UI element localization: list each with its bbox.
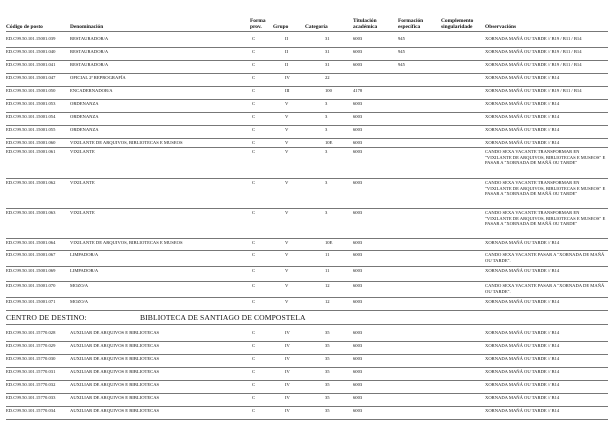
centre-label: CENTRO DE DESTINO: xyxy=(6,313,87,322)
header-denominacion: Denominación xyxy=(70,24,104,30)
cell-categoria: 12 xyxy=(325,299,330,304)
cell-codigo: ED.C99.50.101.15001.070 xyxy=(6,283,56,288)
cell-titulacion: 6003 xyxy=(353,343,363,348)
cell-observacions: XORNADA MAÑÁ OU TARDE // B14 xyxy=(485,127,560,132)
header-titulacion-line1: Titulación xyxy=(353,18,377,24)
cell-codigo: ED.C99.50.101.15001.067 xyxy=(6,252,56,257)
cell-denominacion: VIXILANTE DE ARQUIVOS, BIBLIOTECAS E MUSEOS xyxy=(70,240,183,245)
row-rule xyxy=(6,86,608,87)
cell-titulacion: 6003 xyxy=(353,101,363,106)
cell-codigo: ED.C99.50.101.15001.063 xyxy=(6,210,56,215)
cell-titulacion: 6003 xyxy=(353,114,363,119)
cell-codigo: ED.C99.50.101.15001.055 xyxy=(6,127,56,132)
cell-categoria: 10E xyxy=(325,240,333,245)
row-rule xyxy=(6,281,608,282)
cell-categoria: 11 xyxy=(325,268,330,273)
cell-denominacion: AUXILIAR DE ARQUIVOS E BIBLIOTECAS xyxy=(70,330,160,335)
row-rule xyxy=(6,178,608,179)
cell-observacions: XORNADA MAÑÁ OU TARDE // B19 / B11 / B14 xyxy=(485,62,582,67)
cell-categoria: 3 xyxy=(325,180,328,185)
cell-categoria: 35 xyxy=(325,382,330,387)
row-rule xyxy=(6,367,608,368)
cell-forma: C xyxy=(252,382,256,387)
row-rule xyxy=(6,354,608,355)
cell-titulacion: 6003 xyxy=(353,127,363,132)
cell-grupo: V xyxy=(285,149,289,154)
cell-denominacion: OFICIAL 2ª REPROGRAFÍA xyxy=(70,75,126,80)
cell-observacions: CANDO SEXA VACANTE TRANSFORMAR EN "VIXILANTE DE ARQUIVOS, BIBLIOTECAS E MUSEOS" E PASAR A "XORNADA DE MAÑÁ OU TARDE" xyxy=(485,149,606,166)
cell-titulacion: 6003 xyxy=(353,356,363,361)
cell-forma: C xyxy=(252,283,256,288)
row-rule xyxy=(6,112,608,113)
cell-codigo: ED.C99.50.101.15001.071 xyxy=(6,299,56,304)
cell-categoria: 31 xyxy=(325,49,330,54)
header-categoria: Categoría xyxy=(305,24,328,30)
cell-categoria: 10E xyxy=(325,140,333,145)
cell-categoria: 12 xyxy=(325,283,330,288)
cell-titulacion: 6003 xyxy=(353,408,363,413)
cell-forma: C xyxy=(252,252,256,257)
cell-forma: C xyxy=(252,101,256,106)
cell-denominacion: ORDENANZA xyxy=(70,114,99,119)
cell-titulacion: 6003 xyxy=(353,382,363,387)
cell-grupo: V xyxy=(285,283,289,288)
cell-forma: C xyxy=(252,369,256,374)
header-titulacion-line2: académica xyxy=(353,24,378,30)
row-rule xyxy=(6,147,608,148)
cell-grupo: V xyxy=(285,210,289,215)
cell-observacions: CANDO SEXA VACANTE PASAR A "XORNADA DE MAÑÁ OU TARDE". xyxy=(485,283,605,294)
cell-denominacion: VIXILANTE xyxy=(70,210,95,215)
cell-codigo: ED.C99.50.101.15001.069 xyxy=(6,268,56,273)
cell-titulacion: 6003 xyxy=(353,49,363,54)
cell-titulacion: 6003 xyxy=(353,268,363,273)
cell-denominacion: AUXILIAR DE ARQUIVOS E BIBLIOTECAS xyxy=(70,382,160,387)
cell-formacion: 945 xyxy=(398,49,405,54)
row-rule xyxy=(6,250,608,251)
cell-grupo: V xyxy=(285,114,289,119)
cell-titulacion: 6003 xyxy=(353,395,363,400)
cell-observacions: XORNADA MAÑÁ OU TARDE // B14 xyxy=(485,114,560,119)
cell-forma: C xyxy=(252,180,256,185)
cell-denominacion: RESTAURADOR/A xyxy=(70,36,109,41)
cell-codigo: ED.C99.50.101.15001.040 xyxy=(6,49,56,54)
cell-grupo: II xyxy=(285,49,289,54)
cell-denominacion: RESTAURADOR/A xyxy=(70,49,109,54)
cell-formacion: 945 xyxy=(398,62,405,67)
cell-grupo: IV xyxy=(285,343,290,348)
header-observacions: Observacións xyxy=(485,24,517,30)
cell-codigo: ED.C99.50.101.15770.031 xyxy=(6,369,56,374)
cell-codigo: ED.C99.50.101.15001.064 xyxy=(6,240,56,245)
header-rule xyxy=(6,31,608,32)
cell-observacions: CANDO SEXA VACANTE PASAR A "XORNADA DE MAÑÁ OU TARDE". xyxy=(485,252,605,263)
cell-codigo: ED.C99.50.101.15001.054 xyxy=(6,114,56,119)
header-codigo: Código de posto xyxy=(6,24,43,30)
cell-observacions: XORNADA MAÑÁ OU TARDE // B14 xyxy=(485,75,560,80)
cell-denominacion: LIMPADOR/A xyxy=(70,252,99,257)
row-rule xyxy=(6,310,608,311)
cell-categoria: 35 xyxy=(325,330,330,335)
cell-categoria: 3 xyxy=(325,101,328,106)
header-grupo: Grupo xyxy=(273,24,289,30)
cell-codigo: ED.C99.50.101.15001.047 xyxy=(6,75,56,80)
cell-titulacion: 6003 xyxy=(353,240,363,245)
cell-observacions: XORNADA MAÑÁ OU TARDE // B14 xyxy=(485,299,560,304)
cell-observacions: XORNADA MAÑÁ OU TARDE // B14 xyxy=(485,356,560,361)
cell-forma: C xyxy=(252,62,256,67)
cell-forma: C xyxy=(252,395,256,400)
cell-grupo: V xyxy=(285,252,289,257)
header-forma-line1: Forma xyxy=(250,18,266,24)
cell-grupo: V xyxy=(285,101,289,106)
cell-observacions: XORNADA MAÑÁ OU TARDE // B14 xyxy=(485,268,560,273)
cell-codigo: ED.C99.50.101.15001.062 xyxy=(6,180,56,185)
cell-denominacion: AUXILIAR DE ARQUIVOS E BIBLIOTECAS xyxy=(70,395,160,400)
cell-denominacion: AUXILIAR DE ARQUIVOS E BIBLIOTECAS xyxy=(70,408,160,413)
cell-forma: C xyxy=(252,75,256,80)
header-forma-line2: prov. xyxy=(250,24,262,30)
cell-categoria: 35 xyxy=(325,343,330,348)
row-rule xyxy=(6,266,608,267)
header-complemento-line2: singularidade xyxy=(441,24,473,30)
cell-observacions: XORNADA MAÑÁ OU TARDE // B19 / B11 / B14 xyxy=(485,36,582,41)
cell-titulacion: 6003 xyxy=(353,210,363,215)
cell-forma: C xyxy=(252,330,256,335)
cell-grupo: IV xyxy=(285,75,290,80)
centre-name: BIBLIOTECA DE SANTIAGO DE COMPOSTELA xyxy=(140,313,306,322)
header-formacion-line1: Formación xyxy=(398,18,424,24)
row-rule xyxy=(6,125,608,126)
cell-observacions: XORNADA MAÑÁ OU TARDE // B14 xyxy=(485,382,560,387)
cell-observacions: XORNADA MAÑÁ OU TARDE // B14 xyxy=(485,343,560,348)
cell-categoria: 35 xyxy=(325,369,330,374)
cell-observacions: XORNADA MAÑÁ OU TARDE // B14 xyxy=(485,330,560,335)
cell-titulacion: 6003 xyxy=(353,369,363,374)
cell-forma: C xyxy=(252,88,256,93)
cell-codigo: ED.C99.50.101.15001.060 xyxy=(6,140,56,145)
cell-observacions: XORNADA MAÑÁ OU TARDE // B14 xyxy=(485,240,560,245)
row-rule xyxy=(6,138,608,139)
cell-forma: C xyxy=(252,49,256,54)
cell-denominacion: AUXILIAR DE ARQUIVOS E BIBLIOTECAS xyxy=(70,369,160,374)
row-rule xyxy=(6,208,608,209)
cell-observacions: CANDO SEXA VACANTE TRANSFORMAR EN "VIXILANTE DE ARQUIVOS, BIBLIOTECAS E MUSEOS" E PASAR A "XORNADA DE MAÑÁ OU TARDE" xyxy=(485,180,606,197)
cell-forma: C xyxy=(252,114,256,119)
cell-codigo: ED.C99.50.101.15770.034 xyxy=(6,408,56,413)
cell-forma: C xyxy=(252,356,256,361)
cell-categoria: 35 xyxy=(325,395,330,400)
cell-denominacion: LIMPADOR/A xyxy=(70,268,99,273)
row-rule xyxy=(6,419,608,420)
cell-titulacion: 6003 xyxy=(353,299,363,304)
cell-grupo: V xyxy=(285,299,289,304)
header-formacion-line2: específica xyxy=(398,24,421,30)
cell-codigo: ED.C99.50.101.15001.050 xyxy=(6,88,56,93)
cell-forma: C xyxy=(252,268,256,273)
cell-forma: C xyxy=(252,408,256,413)
cell-categoria: 11 xyxy=(325,252,330,257)
cell-codigo: ED.C99.50.101.15770.029 xyxy=(6,343,56,348)
cell-observacions: XORNADA MAÑÁ OU TARDE // B14 xyxy=(485,395,560,400)
cell-categoria: 31 xyxy=(325,36,330,41)
cell-titulacion: 6003 xyxy=(353,140,363,145)
cell-categoria: 35 xyxy=(325,356,330,361)
cell-grupo: V xyxy=(285,127,289,132)
row-rule xyxy=(6,47,608,48)
cell-grupo: V xyxy=(285,140,289,145)
cell-denominacion: AUXILIAR DE ARQUIVOS E BIBLIOTECAS xyxy=(70,356,160,361)
row-rule xyxy=(6,406,608,407)
cell-observacions: XORNADA MAÑÁ OU TARDE // B14 xyxy=(485,140,560,145)
cell-codigo: ED.C99.50.101.15770.030 xyxy=(6,356,56,361)
cell-forma: C xyxy=(252,299,256,304)
cell-forma: C xyxy=(252,127,256,132)
cell-observacions: XORNADA MAÑÁ OU TARDE // B14 xyxy=(485,408,560,413)
cell-denominacion: ORDENANZA xyxy=(70,127,99,132)
cell-categoria: 3 xyxy=(325,149,328,154)
cell-codigo: ED.C99.50.101.15001.041 xyxy=(6,62,56,67)
cell-observacions: XORNADA MAÑÁ OU TARDE // B14 xyxy=(485,101,560,106)
row-rule xyxy=(6,238,608,239)
cell-denominacion: ENCADERNADOR/A xyxy=(70,88,113,93)
cell-denominacion: VIXILANTE xyxy=(70,180,95,185)
cell-titulacion: 6003 xyxy=(353,283,363,288)
cell-grupo: IV xyxy=(285,382,290,387)
row-rule xyxy=(6,393,608,394)
cell-grupo: IV xyxy=(285,369,290,374)
cell-codigo: ED.C99.50.101.15001.039 xyxy=(6,36,56,41)
row-rule xyxy=(6,297,608,298)
row-rule xyxy=(6,73,608,74)
cell-observacions: CANDO SEXA VACANTE TRANSFORMAR EN "VIXILANTE DE ARQUIVOS, BIBLIOTECAS E MUSEOS" E PASAR A "XORNADA DE MAÑÁ OU TARDE" xyxy=(485,210,606,227)
cell-titulacion: 4178 xyxy=(353,88,363,93)
cell-titulacion: 6003 xyxy=(353,36,363,41)
cell-codigo: ED.C99.50.101.15770.033 xyxy=(6,395,56,400)
cell-titulacion: 6003 xyxy=(353,252,363,257)
cell-grupo: IV xyxy=(285,395,290,400)
cell-denominacion: MOZO/A xyxy=(70,283,89,288)
cell-titulacion: 6003 xyxy=(353,149,363,154)
cell-codigo: ED.C99.50.101.15001.061 xyxy=(6,149,56,154)
header-complemento-line1: Complemento xyxy=(441,18,474,24)
cell-categoria: 35 xyxy=(325,408,330,413)
cell-forma: C xyxy=(252,210,256,215)
cell-forma: C xyxy=(252,343,256,348)
cell-grupo: IV xyxy=(285,356,290,361)
cell-grupo: V xyxy=(285,268,289,273)
cell-categoria: 100 xyxy=(325,88,332,93)
cell-grupo: V xyxy=(285,180,289,185)
cell-titulacion: 6003 xyxy=(353,330,363,335)
centre-rule xyxy=(6,324,608,325)
cell-denominacion: AUXILIAR DE ARQUIVOS E BIBLIOTECAS xyxy=(70,343,160,348)
cell-categoria: 31 xyxy=(325,62,330,67)
cell-codigo: ED.C99.50.101.15770.028 xyxy=(6,330,56,335)
cell-categoria: 3 xyxy=(325,114,328,119)
cell-grupo: II xyxy=(285,62,289,67)
cell-observacions: XORNADA MAÑÁ OU TARDE // B19 / B11 / B14 xyxy=(485,49,582,54)
cell-grupo: III xyxy=(285,88,290,93)
cell-codigo: ED.C99.50.101.15770.032 xyxy=(6,382,56,387)
cell-categoria: 22 xyxy=(325,75,330,80)
cell-grupo: V xyxy=(285,240,289,245)
cell-denominacion: MOZO/A xyxy=(70,299,89,304)
cell-grupo: II xyxy=(285,36,289,41)
cell-forma: C xyxy=(252,149,256,154)
cell-grupo: IV xyxy=(285,408,290,413)
cell-grupo: IV xyxy=(285,330,290,335)
cell-forma: C xyxy=(252,240,256,245)
cell-forma: C xyxy=(252,36,256,41)
cell-codigo: ED.C99.50.101.15001.053 xyxy=(6,101,56,106)
cell-titulacion: 6003 xyxy=(353,62,363,67)
cell-titulacion: 6003 xyxy=(353,180,363,185)
cell-formacion: 945 xyxy=(398,36,405,41)
cell-forma: C xyxy=(252,140,256,145)
cell-denominacion: VIXILANTE xyxy=(70,149,95,154)
cell-denominacion: VIXILANTE DE ARQUIVOS, BIBLIOTECAS E MUSEOS xyxy=(70,140,183,145)
cell-denominacion: ORDENANZA xyxy=(70,101,99,106)
cell-denominacion: RESTAURADOR/A xyxy=(70,62,109,67)
row-rule xyxy=(6,341,608,342)
row-rule xyxy=(6,99,608,100)
cell-categoria: 3 xyxy=(325,210,328,215)
row-rule xyxy=(6,60,608,61)
row-rule xyxy=(6,380,608,381)
cell-categoria: 3 xyxy=(325,127,328,132)
cell-observacions: XORNADA MAÑÁ OU TARDE // B19 / B11 / B14 xyxy=(485,88,582,93)
cell-observacions: XORNADA MAÑÁ OU TARDE // B14 xyxy=(485,369,560,374)
